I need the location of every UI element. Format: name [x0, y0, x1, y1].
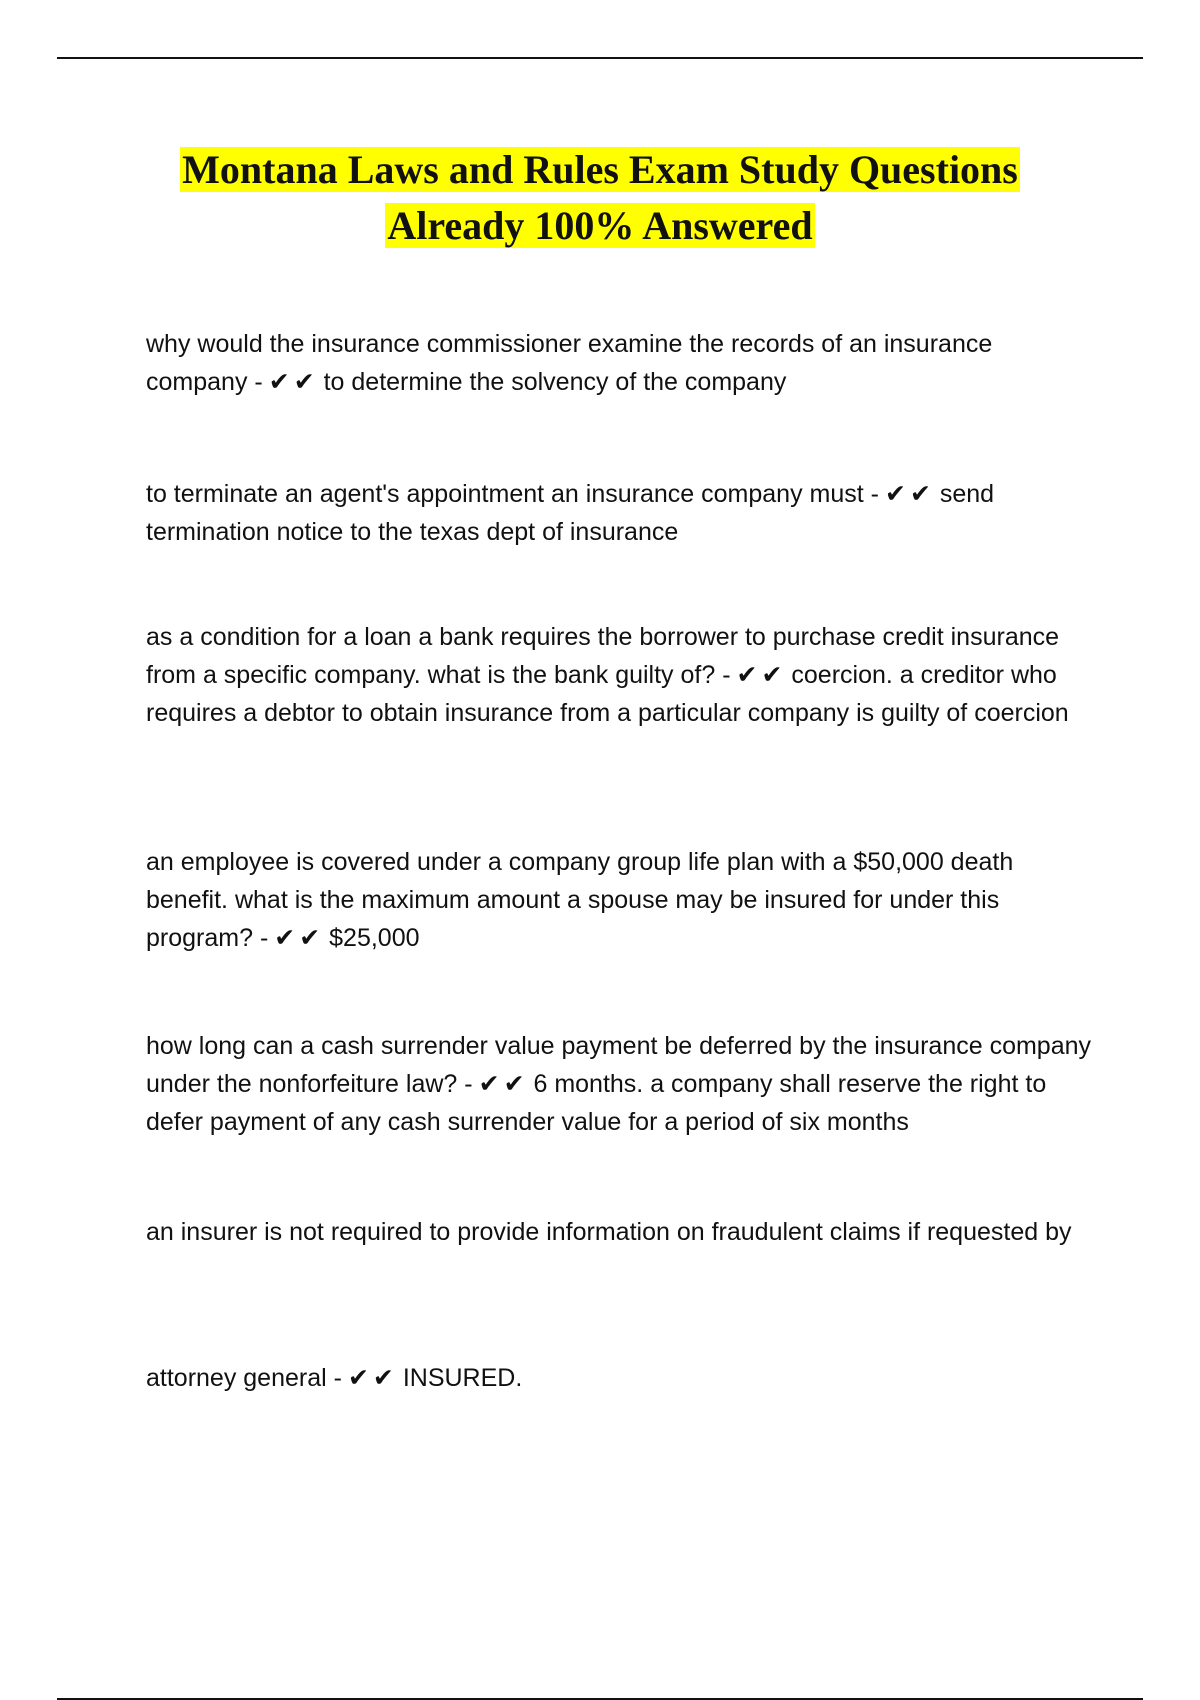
question-text: as a condition for a loan a bank requires the borrower to purchase credit insurance from a specific company. what is the bank guilty of?: [146, 623, 1060, 689]
separator: -: [870, 480, 879, 508]
checkmark-icon: ✔: [909, 479, 931, 508]
title-line-1: Montana Laws and Rules Exam Study Questions: [182, 147, 1018, 192]
qa-item-2: [146, 475, 1096, 551]
checkmark-icon: ✔: [478, 1069, 500, 1098]
answer-text: INSURED.: [402, 1364, 523, 1392]
answer-text: to determine the solvency of the company: [323, 368, 787, 396]
separator: -: [333, 1364, 342, 1392]
checkmark-icon: ✔: [299, 923, 321, 952]
separator: -: [464, 1070, 473, 1098]
answer-text: send termination notice to the texas dept of insurance: [146, 480, 995, 546]
separator: -: [259, 924, 269, 952]
question-text: attorney general: [146, 1364, 327, 1392]
question-text: an insurer is not required to provide information on fraudulent claims if requested by: [146, 1218, 1072, 1246]
checkmark-icon: ✔: [736, 660, 758, 689]
checkmark-icon: ✔: [372, 1363, 394, 1392]
checkmark-icon: ✔: [268, 367, 290, 396]
checkmark-icon: ✔: [503, 1069, 525, 1098]
checkmark-icon: ✔: [884, 479, 906, 508]
answer-text: $25,000: [329, 924, 420, 952]
title-line-2: Already 100% Answered: [387, 203, 813, 248]
question-text: an employee is covered under a company group life plan with a $50,000 death benefit. what is the maximum amount a spouse may be insured for under this program?: [146, 848, 1014, 952]
separator: -: [722, 661, 731, 689]
answer-text: 6 months. a company shall reserve the right to defer payment of any cash surrender value for a period of six months: [146, 1070, 1047, 1136]
qa-item-4: [146, 843, 1096, 957]
page-title: [0, 142, 1200, 254]
qa-item-3: [146, 618, 1096, 732]
checkmark-icon: ✔: [274, 923, 296, 952]
separator: -: [254, 368, 263, 396]
qa-item-1: [146, 325, 1096, 401]
top-divider: [57, 57, 1143, 59]
question-text: to terminate an agent's appointment an insurance company must: [146, 480, 864, 508]
question-text: how long can a cash surrender value payment be deferred by the insurance company under the nonforfeiture law?: [146, 1032, 1092, 1098]
qa-item-5: [146, 1027, 1096, 1141]
checkmark-icon: ✔: [293, 367, 315, 396]
checkmark-icon: ✔: [761, 660, 783, 689]
checkmark-icon: ✔: [347, 1363, 369, 1392]
answer-text: coercion. a creditor who requires a debtor to obtain insurance from a particular company is guilty of coercion: [146, 661, 1069, 727]
qa-item-6: [146, 1213, 1096, 1251]
question-text: why would the insurance commissioner examine the records of an insurance company: [146, 330, 993, 396]
qa-item-7: [146, 1359, 1096, 1397]
